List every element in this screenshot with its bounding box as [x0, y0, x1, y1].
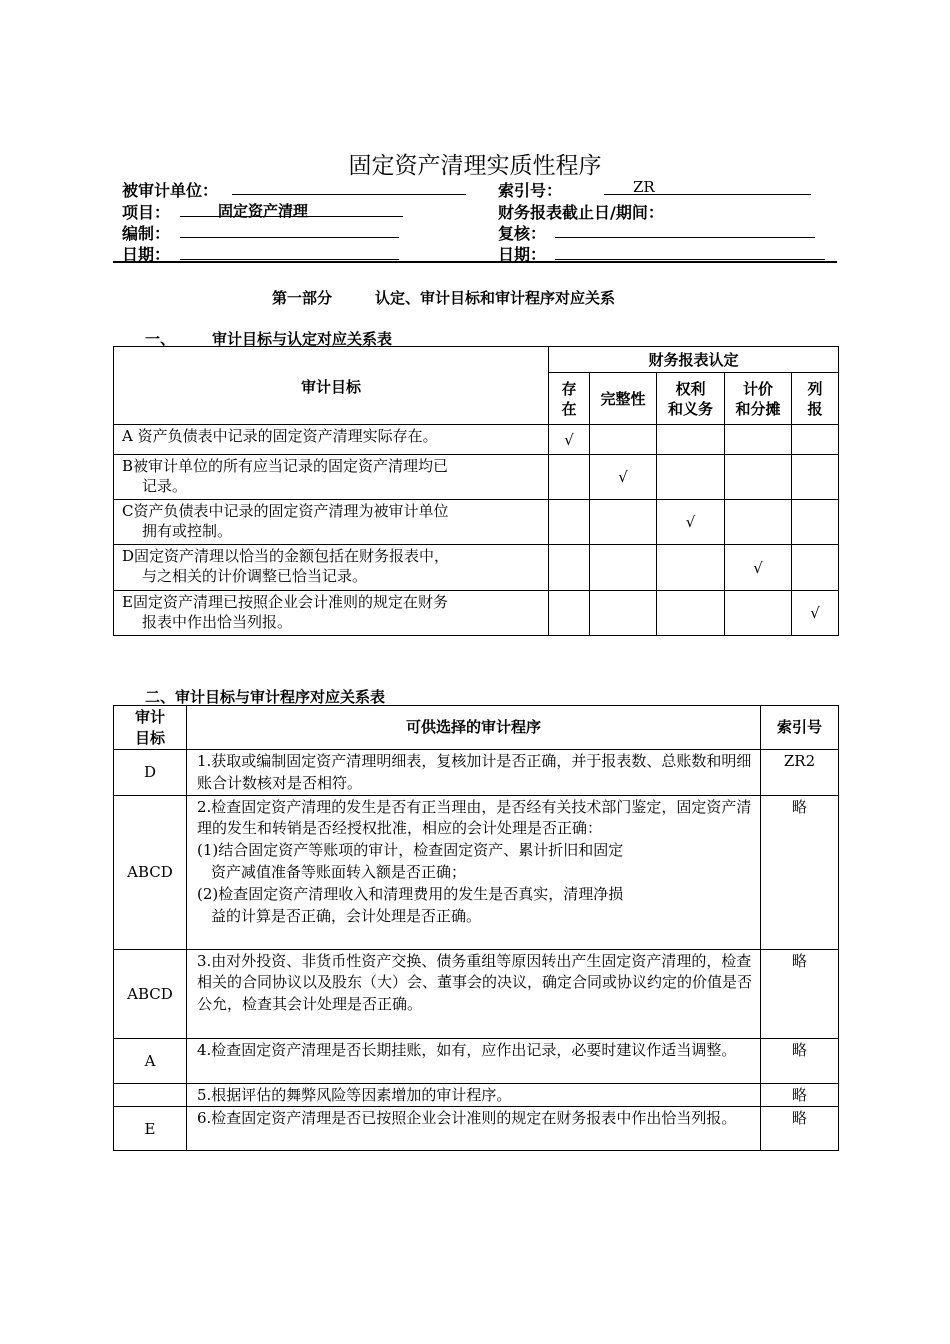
objective-row	[114, 500, 839, 545]
part1-title: 认定、审计目标和审计程序对应关系	[375, 289, 616, 307]
procedure-substep: (2)检查固定资产清理收入和清理费用的发生是否真实，清理净损	[197, 884, 624, 903]
assertion-cell	[792, 545, 839, 591]
objective-row	[114, 455, 839, 500]
prepared-field-line	[180, 237, 399, 238]
assertion-cell	[590, 425, 657, 455]
objective-line2: 与之相关的计价调整已恰当记录。	[142, 567, 368, 585]
index-label: 索引号：	[498, 181, 563, 200]
auditee-label: 被审计单位：	[122, 181, 219, 200]
assertion-cell	[590, 500, 657, 545]
assertion-header-2	[657, 373, 725, 425]
objective-line2: 拥有或控制。	[142, 522, 233, 540]
assertion-header-line1: 权利	[675, 379, 706, 398]
assertion-header-0	[549, 373, 590, 425]
assertion-header-line2: 和义务	[667, 399, 713, 418]
assertion-cell	[792, 455, 839, 500]
objective-line1: B被审计单位的所有应当记录的固定资产清理均已	[122, 457, 449, 475]
procedure-main-text: 2.检查固定资产清理的发生是否有正当理由，是否经有关技术部门鉴定，固定资产清理的发生和转销是否经授权批准，相应的会计处理是否正确：	[197, 797, 752, 838]
assertion-cell	[549, 591, 590, 636]
objective-text	[114, 455, 549, 500]
objective-line2: 记录。	[142, 477, 188, 495]
assertion-header-line1: 计价	[742, 379, 773, 398]
procedure-index: ZR2	[761, 750, 839, 796]
objective-text	[114, 545, 549, 591]
procedure-text	[187, 1107, 761, 1151]
procedure-row	[114, 1107, 839, 1151]
objective-text	[114, 591, 549, 636]
objective-row	[114, 591, 839, 636]
section1-number: 一、	[145, 330, 176, 348]
reviewed-label: 复核：	[498, 224, 547, 243]
assertion-cell	[657, 455, 725, 500]
assertion-cell	[657, 425, 725, 455]
project-value: 固定资产清理	[218, 202, 309, 220]
procedure-main-text: 6.检查固定资产清理是否已按照企业会计准则的规定在财务报表中作出恰当列报。	[197, 1109, 737, 1128]
assertion-cell	[549, 455, 590, 500]
assertion-cell	[792, 591, 839, 636]
assertion-cell	[549, 545, 590, 591]
assertion-cell	[725, 425, 792, 455]
project-label: 项目：	[122, 203, 171, 222]
procedure-index: 略	[761, 1083, 839, 1107]
procedure-goal: A	[114, 1038, 187, 1083]
part1-number: 第一部分	[272, 289, 333, 307]
objective-text	[114, 425, 549, 455]
objective-line2: 报表中作出恰当列报。	[142, 613, 293, 631]
assertion-header-line2: 和分摊	[735, 399, 781, 418]
assertion-cell	[657, 591, 725, 636]
date2-label: 日期：	[498, 245, 547, 264]
objective-line1: A 资产负债表中记录的固定资产清理实际存在。	[122, 427, 438, 445]
assertion-header-line1: 列	[807, 379, 823, 398]
procedure-row	[114, 750, 839, 796]
assertion-cell	[590, 545, 657, 591]
index-header: 索引号	[761, 706, 839, 750]
procedure-main-text: 1.获取或编制固定资产清理明细表，复核加计是否正确，并于报表数、总账数和明细账合计数核对是否相符。	[197, 752, 752, 792]
objective-row	[114, 545, 839, 591]
procedure-goal: E	[114, 1107, 187, 1151]
procedure-text	[187, 1083, 761, 1107]
procedure-substep: (1)结合固定资产等账项的审计，检查固定资产、累计折旧和固定	[197, 841, 624, 860]
check-mark: √	[810, 604, 820, 622]
objective-header: 审计目标	[114, 347, 549, 425]
assertion-cell	[792, 500, 839, 545]
objective-procedure-table	[113, 705, 839, 1151]
assertion-header-line2: 在	[561, 399, 577, 418]
goal-header	[114, 706, 187, 750]
procedure-goal: ABCD	[114, 795, 187, 949]
index-value: ZR	[633, 178, 655, 196]
procedure-text	[187, 750, 761, 796]
objective-row	[114, 425, 839, 455]
goal-header-line2: 目标	[134, 728, 165, 747]
objective-line1: E固定资产清理已按照企业会计准则的规定在财务	[122, 593, 448, 611]
goal-header-line1: 审计	[134, 707, 165, 726]
procedure-text	[187, 949, 761, 1038]
procedure-text	[187, 1038, 761, 1083]
assertion-cell	[549, 425, 590, 455]
objective-assertion-table	[113, 346, 839, 636]
assertion-header-3	[725, 373, 792, 425]
assertion-header-line2: 报	[807, 399, 823, 418]
assertion-cell	[725, 455, 792, 500]
assertion-cell	[725, 545, 792, 591]
check-mark: √	[753, 558, 763, 577]
assertion-cell	[725, 591, 792, 636]
assertion-header-line1: 完整性	[600, 389, 646, 408]
assertion-cell	[590, 591, 657, 636]
assertion-cell	[657, 545, 725, 591]
assertion-cell	[725, 500, 792, 545]
procedure-index: 略	[761, 1038, 839, 1083]
check-mark: √	[618, 468, 628, 486]
assertion-cell	[590, 455, 657, 500]
period-label: 财务报表截止日/期间：	[498, 203, 664, 222]
procedure-text	[187, 795, 761, 949]
auditee-field-line	[232, 194, 466, 195]
date1-field-line	[180, 259, 399, 260]
procedure-main-text: 5.根据评估的舞弊风险等因素增加的审计程序。	[197, 1085, 512, 1104]
date1-label: 日期：	[122, 245, 171, 264]
procedure-goal: ABCD	[114, 949, 187, 1038]
section2-title: 二、审计目标与审计程序对应关系表	[145, 688, 386, 706]
assertion-cell	[549, 500, 590, 545]
assertion-header-1	[590, 373, 657, 425]
procedure-substep-continued: 资产减值准备等账面转入额是否正确；	[211, 862, 467, 881]
section1-title: 审计目标与认定对应关系表	[212, 330, 393, 348]
objective-text	[114, 500, 549, 545]
assertion-cell	[657, 500, 725, 545]
objective-line1: D固定资产清理以恰当的金额包括在财务报表中，	[122, 547, 450, 565]
procedure-main-text: 4.检查固定资产清理是否长期挂账，如有，应作出记录，必要时建议作适当调整。	[197, 1040, 737, 1059]
header-divider	[113, 261, 837, 263]
check-mark: √	[564, 430, 574, 449]
assertion-cell	[792, 425, 839, 455]
assertion-header-line1: 存	[561, 379, 577, 398]
procedure-main-text: 3.由对外投资、非货币性资产交换、债务重组等原因转出产生固定资产清理的，检查相关的合同协议以及股东（大）会、董事会的决议，确定合同或协议约定的价值是否公允，检查其会计处理是否正确。	[197, 951, 753, 1014]
check-mark: √	[685, 513, 696, 531]
assertion-group-header: 财务报表认定	[549, 347, 839, 373]
procedure-goal: D	[114, 750, 187, 796]
document-title: 固定资产清理实质性程序	[348, 153, 602, 179]
prepared-label: 编制：	[122, 224, 171, 243]
objective-line1: C资产负债表中记录的固定资产清理为被审计单位	[122, 502, 449, 520]
procedure-index: 略	[761, 795, 839, 949]
procedure-goal	[114, 1083, 187, 1107]
date2-field-line	[555, 259, 825, 260]
procedure-substep-continued: 益的计算是否正确，会计处理是否正确。	[211, 906, 482, 925]
procedure-index: 略	[761, 1107, 839, 1151]
procedure-index: 略	[761, 949, 839, 1038]
procedure-header: 可供选择的审计程序	[187, 706, 761, 750]
procedure-row	[114, 1083, 839, 1107]
procedure-row	[114, 949, 839, 1038]
reviewed-field-line	[555, 237, 815, 238]
procedure-row	[114, 795, 839, 949]
assertion-header-4	[792, 373, 839, 425]
procedure-row	[114, 1038, 839, 1083]
